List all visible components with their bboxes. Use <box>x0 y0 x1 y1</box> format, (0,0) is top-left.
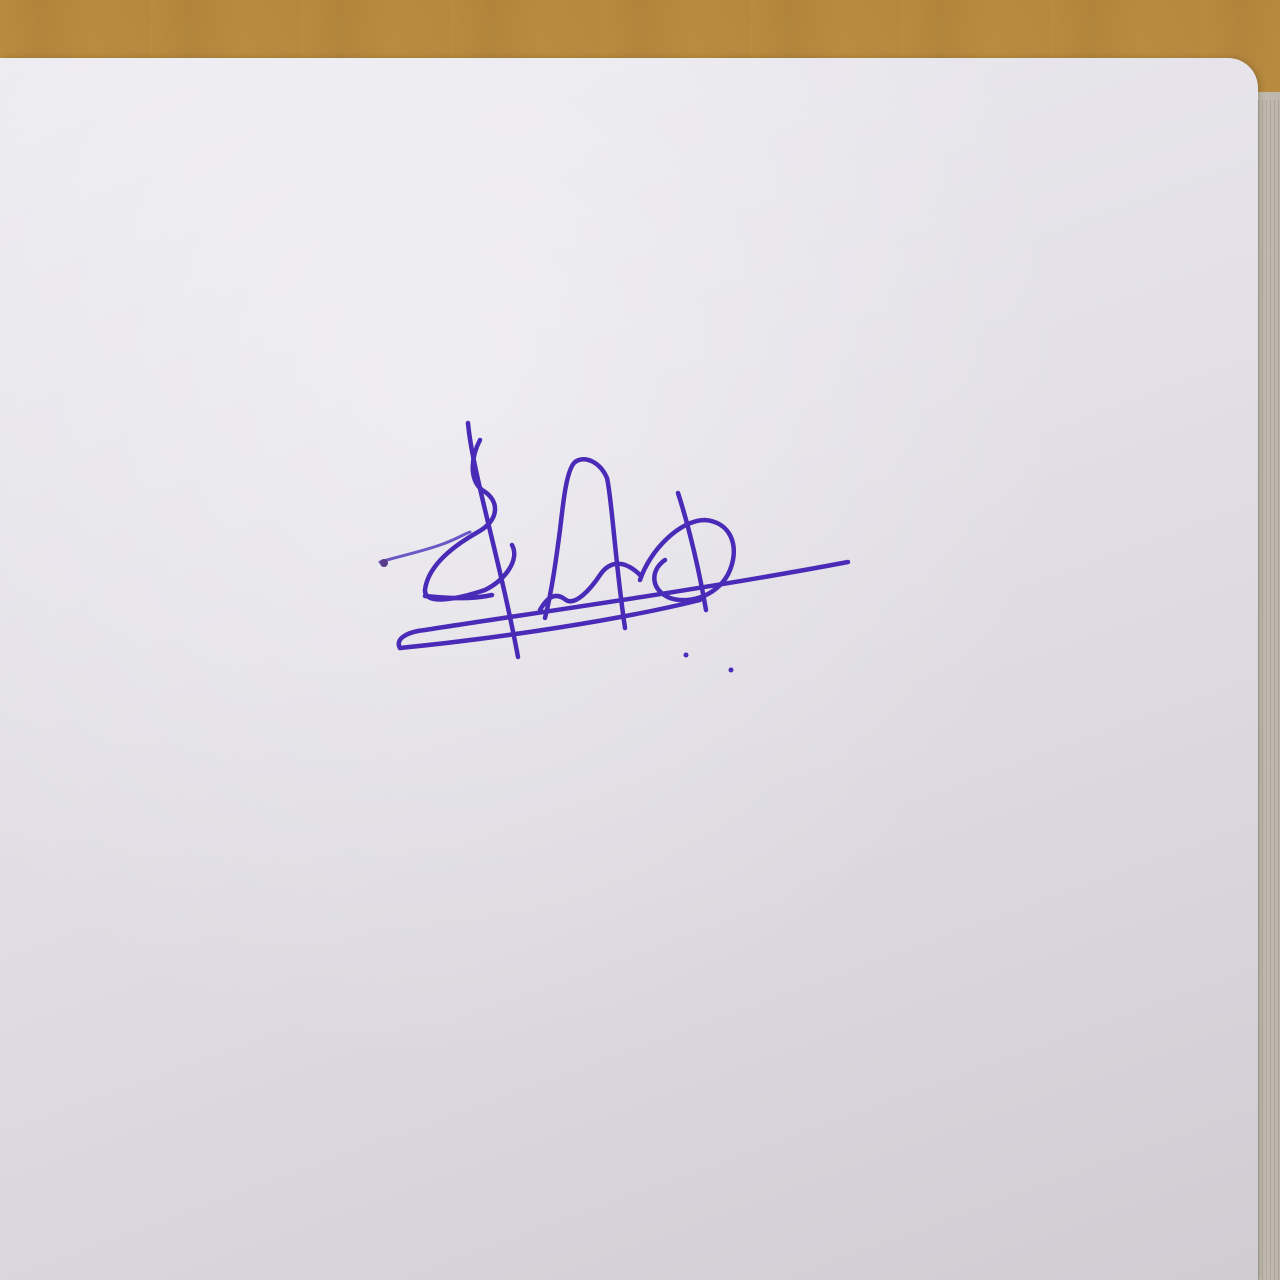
handwritten-signature <box>360 410 880 690</box>
signature-stroke <box>400 600 700 648</box>
ink-dot <box>729 668 734 673</box>
ink-dot <box>684 653 689 658</box>
ink-dot <box>380 559 388 567</box>
